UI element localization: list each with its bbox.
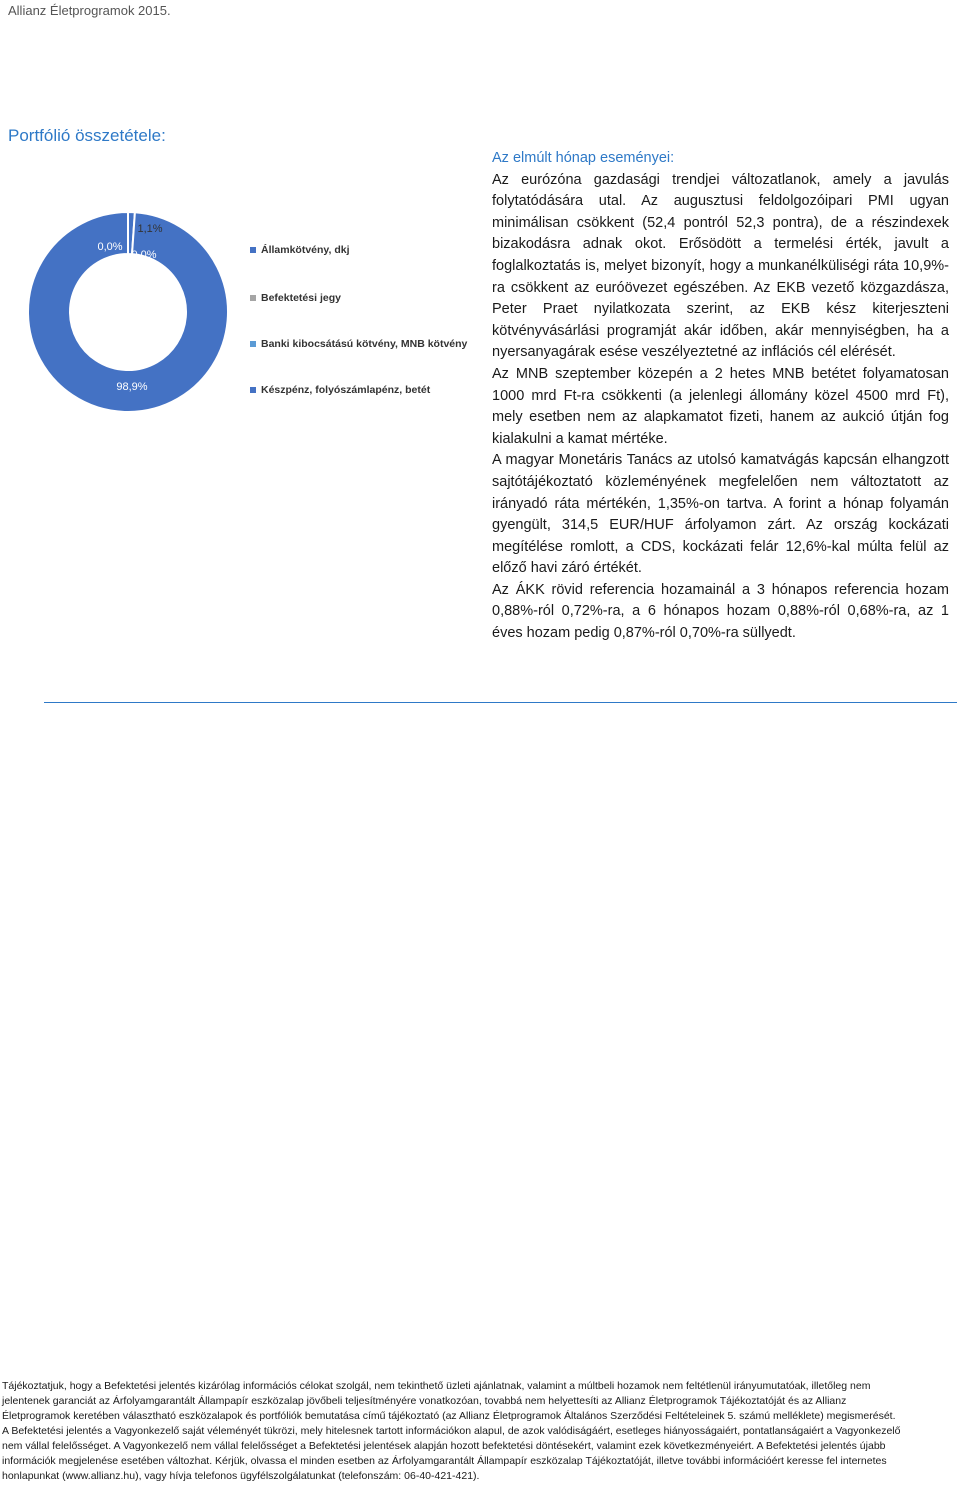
legend-swatch [250, 341, 256, 347]
portfolio-title: Portfólió összetétele: [8, 126, 166, 145]
news-paragraph: Az ÁKK rövid referencia hozamainál a 3 hónapos referencia hozam 0,88%-ról 0,72%-ra, a 6 hónapos hozam 0,88%-ról 0,68%-ra, az 1 éves hozam pedig 0,87%-ról 0,70%-ra süllyedt. [492, 581, 949, 642]
section-divider [44, 702, 957, 703]
news-paragraph: Az MNB szeptember közepén a 2 hetes MNB betétet folyamatosan 1000 mrd Ft-ra csökkenti (a jelenlegi állomány közel 4500 mrd Ft), mely esetben nem az alapkamatot fizeti, hanem az aukció útján fog kialakulni a kamat mértéke. [492, 365, 949, 447]
slice-value-label: 98,9% [116, 381, 148, 393]
legend-label: Államkötvény, dkj [261, 244, 350, 256]
legend-item [250, 244, 350, 256]
legend-item [250, 338, 467, 350]
donut-svg [28, 200, 228, 430]
legend-label: Készpénz, folyószámlapénz, betét [261, 384, 431, 396]
slice-value-label: 1,1% [137, 223, 163, 235]
legend-swatch [250, 295, 256, 301]
legal-disclaimer: Tájékoztatjuk, hogy a Befektetési jelentés kizárólag információs célokat szolgál, nem tekinthető üzleti ajánlatnak, valamint a múltbeli hozamok nem feltétlenül irányumutatóak, illetőleg nem jelentenek garanciát az Árfolyamgarantált Állampapír eszközalap jövőbeli teljesítményére vonatkozóan, tovabbá nem helyettesíti az Allianz Életprogramok Tájékoztatóját és az Allianz Életprogramok keretében választható eszközalapok és portfóliók bemutatása című tájékoztató (az Allianz Életprogramok Általános Szerződési Feltételeinek 5. számú melléklete) megismerését. A Befektetési jelentés a Vagyonkezelő saját véleményét tükrözi, mely hitelesnek tartott információkon alapul, de azok valódiságáért, esetleges hiányosságaiért, pontatlanságaiért a Vagyonkezelő nem vállal felelősséget. A Vagyonkezelő nem vállal felelősséget a Befektetési jelentések alapján hozott befektetési döntésekért, valamint ezek következményeiért. A Befektetési jelentés újabb információk megjelenése esetében változhat. Kérjük, olvassa el minden esetben az Árfolyamgarantált Állampapír eszközalap Tájékoztatóját, illetve további információért keresse fel internetes honlapunkat (www.allianz.hu), vagy hívja telefonos ügyfélszolgálatunkat (telefonszám: 06-40-421-421). [2, 1380, 901, 1482]
slice-value-label: 0,0% [131, 249, 157, 261]
news-paragraph: Az eurózóna gazdasági trendjei változatlanok, amely a javulás folytatódására utal. Az augusztusi feldolgozóipari PMI ugyan minimálisan csökkent (52,4 pontról 52,3 pontra), de a részindexek bizakodásra adnak okot. Erősödött a termelési érték, javult a foglalkoztatás is, melyet bizonyít, hogy a munkanélküliségi ráta 10,9%-ra csökkent az euróövezet egészében. Az EKB vezető közgazdásza, Peter Praet nyilatkozata szerint, az EKB kész kiterjeszteni kötvényvásárlási programját akár időben, akár mennyiségben, ha a nyersanyagárak esése veszélyeztetné az inflációs cél elérését. [492, 171, 949, 361]
legend-label: Befektetési jegy [261, 292, 341, 304]
news-paragraph: A magyar Monetáris Tanács az utolsó kamatvágás kapcsán elhangzott sajtótájékoztató közleményének megfelelően nem változtatott az irányadó ráta mértékén, 1,35%-on tartva. A forint a hónap folyamán gyengült, 314,5 EUR/HUF árfolyamon zárt. Az ország kockázati megítélése romlott, a CDS, kockázati felár 12,6%-kal múlta felül az előző havi záró értékét. [492, 452, 949, 577]
monthly-events [492, 148, 949, 645]
legend-swatch [250, 387, 256, 393]
legend-swatch [250, 247, 256, 253]
document-header: Allianz Életprogramok 2015. [8, 3, 171, 18]
legend-label: Banki kibocsátású kötvény, MNB kötvény [261, 338, 468, 350]
legend-item [250, 384, 430, 396]
slice-value-label: 0,0% [97, 241, 123, 253]
portfolio-donut-chart [28, 200, 468, 430]
legend-item [250, 292, 341, 304]
monthly-events-heading: Az elmúlt hónap eseményei: [492, 150, 675, 166]
